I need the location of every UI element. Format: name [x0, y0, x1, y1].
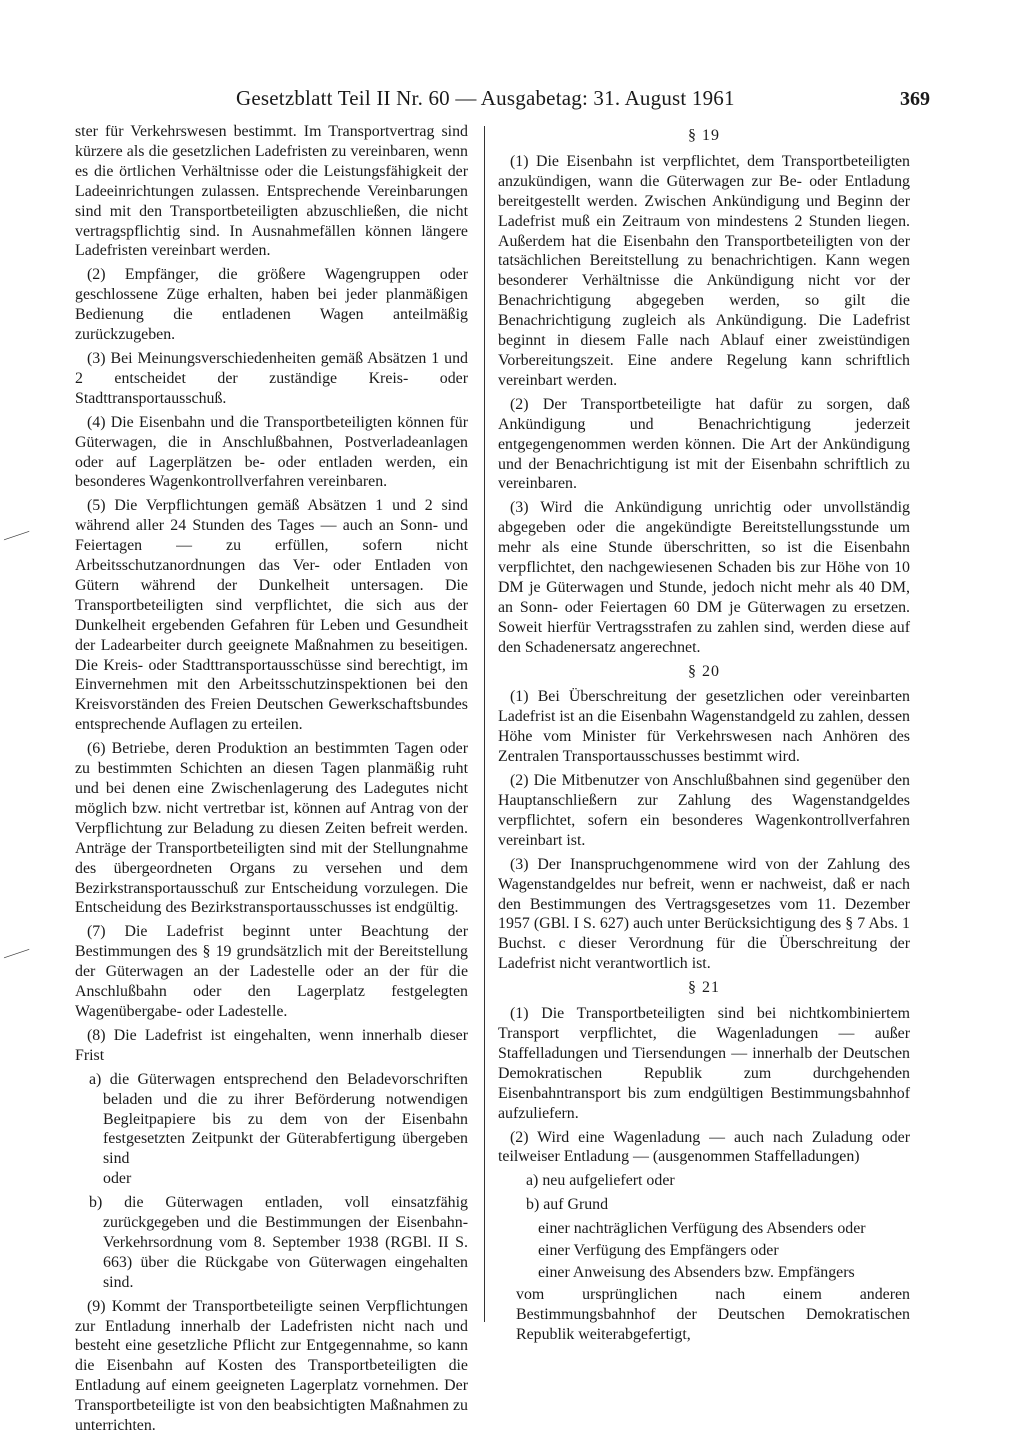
paragraph: (9) Kommt der Transportbeteiligte seinen Verpflichtungen zur Entladung innerhalb der Ladefristen nicht nach und besteht eine gesetzliche Pflicht zur Entgegennahme, so kann die Eisenbahn auf Kosten des Transportbeteiligten die Entladung auf einem geeigneten Lagerplatz vornehmen. Der Transportbeteiligte ist von den beabsichtigten Maßnahmen zu unterrichten. — [75, 1297, 468, 1435]
paragraph: (6) Betriebe, deren Produktion an bestimmten Tagen oder zu bestimmten Schichten an diesen Tagen planmäßig ruht und bei denen eine Zwischenlagerung des Ladegutes nicht möglich bzw. nicht vertretbar ist, können auf Antrag von der Verpflichtung zur Beladung zu diesen Zeiten befreit werden. Anträge der Transportbeteiligten sind mit der Stellungnahme des übergeordneten Organs zu versehen und dem Bezirkstransportausschuß zur Entscheidung vorzulegen. Die Entscheidung des Bezirkstransportausschusses ist endgültig. — [75, 740, 468, 917]
sub-list-item: einer Anweisung des Absenders bzw. Empfängers — [538, 1263, 855, 1281]
section-heading: § 21 — [688, 979, 720, 997]
page-header — [0, 86, 1024, 116]
margin-pen-mark — [4, 513, 36, 540]
page-number: 369 — [900, 88, 930, 110]
paragraph: (5) Die Verpflichtungen gemäß Absätzen 1 und 2 sind während aller 24 Stunden des Tages — auch an Sonn- und Feiertagen — zu erfüllen, sofern nicht Arbeitsschutzanordnungen das Ver- oder Entladen von Gütern während der Dunkelheit untersagen. Die Transportbeteiligten sind verpflichtet, die sich aus der Dunkelheit ergebenden Gefahren für Leben und Gesundheit der Ladearbeiter durch geeignete Maßnahmen zu beseitigen. Die Kreis- oder Stadttransportausschüsse sind berechtigt, im Einvernehmen mit den Arbeitsschutzinspektionen bei den Kreisvorständen des Freien Deutschen Gewerkschaftsbundes entsprechende Auflagen zu erteilen. — [75, 497, 468, 734]
paragraph: (7) Die Ladefrist beginnt unter Beachtung der Bestimmungen des § 19 grundsätzlich mit der Bereitstellung der Güterwagen an der Ladestelle oder an der für die Anschlußbahn oder den Lagerplatz festgelegten Wagenübergabe- oder Ladestelle. — [75, 923, 468, 1020]
section-heading: § 19 — [688, 127, 720, 144]
paragraph: (1) Die Eisenbahn ist verpflichtet, dem Transportbeteiligten anzukündigen, wann die Güterwagen zur Be- oder Entladung bereitgestellt werden. Zwischen Ankündigung und Beginn der Ladefrist muß ein Zeitraum von mindestens 2 Stunden liegen. Außerdem hat die Eisenbahn den Transportbeteiligten von der tatsächlichen Bereitstellung zu benachrichtigen. Kann wegen besonderer Verhältnisse die Ankündigung nicht vor der Benachrichtigung abgegeben werden, so gilt die Benachrichtigung zugleich als Ankündigung. Die Ladefrist beginnt in diesem Falle nach Ablauf einer zweistündigen Vorbereitungszeit. Eine andere Regelung kann schriftlich vereinbart werden. — [498, 152, 910, 389]
list-item: a) die Güterwagen entsprechend den Beladevorschriften beladen und die zu ihrer Beförderung notwendigen Begleitpapiere bis zu dem von der Eisenbahn festgesetzten Zeitpunkt der Güterabfertigung übergeben sind — [89, 1070, 468, 1168]
paragraph: (2) Die Mitbenutzer von Anschlußbahnen sind gegenüber den Hauptanschließern zur Zahlung des Wagenstandgeldes verpflichtet, sofern ein besonderes Wagenkontrollverfahren vereinbart ist. — [498, 772, 910, 849]
list-item: a) neu aufgeliefert oder — [526, 1172, 675, 1190]
section-heading: § 20 — [688, 662, 720, 680]
list-item: b) die Güterwagen entladen, voll einsatzfähig zurückgegeben und die Bestimmungen der Eisenbahn-Verkehrsordnung vom 8. September 1938 (RGBl. II S. 663) über die Rückgabe von Güterwagen eingehalten sind. — [89, 1194, 468, 1291]
paragraph: (4) Die Eisenbahn und die Transportbeteiligten können für Güterwagen, die in Anschlußbahnen, Postverladeanlagen oder auf Lagerplätzen be- oder entladen werden, ein besonderes Wagenkontrollverfahren vereinbaren. — [75, 413, 468, 491]
paragraph: ster für Verkehrswesen bestimmt. Im Transportvertrag sind kürzere als die gesetzlichen Ladefristen zu vereinbaren, wenn es die örtlichen Verhältnisse oder die Leistungsfähigkeit der Ladeeinrichtungen zulassen. Entsprechende Vereinbarungen sind mit den Transportbeteiligten abzuschließen, die nicht vertragspflichtig sind. In Ausnahmefällen können längere Ladefristen vereinbart werden. — [75, 123, 468, 260]
running-head: Gesetzblatt Teil II Nr. 60 — Ausgabetag: 31. August 1961 — [236, 86, 735, 110]
paragraph: (1) Bei Überschreitung der gesetzlichen oder vereinbarten Ladefrist ist an die Eisenbahn Wagenstandgeld zu zahlen, dessen Höhe vom Minister für Verkehrswesen nach Anhören des Zentralen Transportausschusses bestimmt wird. — [498, 688, 910, 766]
sub-list-item: einer nachträglichen Verfügung des Absenders oder — [538, 1220, 866, 1238]
column-divider — [484, 126, 485, 1322]
left-column — [75, 122, 468, 1440]
right-column — [498, 122, 910, 1345]
list-item: b) auf Grund — [526, 1196, 609, 1214]
sub-list-item: einer Verfügung des Empfängers oder — [538, 1242, 779, 1260]
paragraph: (2) Wird eine Wagenladung — auch nach Zuladung oder teilweiser Entladung — (ausgenommen Staffelladungen) — [498, 1128, 910, 1166]
list-connector: oder — [103, 1170, 132, 1188]
paragraph: vom ursprünglichen nach einem anderen Bestimmungsbahnhof der Deutschen Demokratischen Republik weiterabgefertigt, — [516, 1285, 910, 1343]
paragraph: (2) Empfänger, die größere Wagengruppen oder geschlossene Züge erhalten, haben bei jeder planmäßigen Bedienung die entladenen Wagen anteilmäßig zurückzugeben. — [75, 266, 468, 344]
paragraph: (3) Bei Meinungsverschiedenheiten gemäß Absätzen 1 und 2 entscheidet der zuständige Kreis- oder Stadttransportausschuß. — [75, 349, 468, 407]
paragraph: (3) Der Inanspruchgenommene wird von der Zahlung des Wagenstandgeldes nur befreit, wenn er nachweist, daß er nach den Bestimmungen des Vertragsgesetzes vom 11. Dezember 1957 (GBl. I S. 627) auch unter Berücksichtigung des § 7 Abs. 1 Buchst. c dieser Verordnung für die Überschreitung der Ladefrist nicht verantwortlich ist. — [498, 855, 910, 973]
paragraph: (3) Wird die Ankündigung unrichtig oder unvollständig abgegeben oder die angekündigte Bereitstellungsstunde um mehr als eine Stunde überschritten, so ist die Eisenbahn verpflichtet, den nachgewiesenen Schaden bis zur Höhe von 10 DM je Güterwagen und Stunde, jedoch nicht mehr als 40 DM, an Sonn- oder Feiertagen 60 DM je Güterwagen zu ersetzen. Soweit hierfür Vertragsstrafen zu zahlen sind, werden diese auf den Schadenersatz angerechnet. — [498, 499, 910, 656]
paragraph: (1) Die Transportbeteiligten sind bei nichtkombiniertem Transport verpflichtet, die Wagenladungen — außer Staffelladungen und Tiersendungen — innerhalb der Deutschen Demokratischen Republik zum durchgehenden Eisenbahntransport bis zum endgültigen Bestimmungsbahnhof aufzuliefern. — [498, 1005, 910, 1122]
paragraph: (2) Der Transportbeteiligte hat dafür zu sorgen, daß Ankündigung und Benachrichtigung jederzeit entgegengenommen werden können. Die Art der Ankündigung und der Benachrichtigung ist mit der Eisenbahn schriftlich zu vereinbaren. — [498, 395, 910, 493]
paragraph: (8) Die Ladefrist ist eingehalten, wenn innerhalb dieser Frist — [75, 1026, 468, 1064]
margin-pen-mark — [4, 931, 36, 958]
